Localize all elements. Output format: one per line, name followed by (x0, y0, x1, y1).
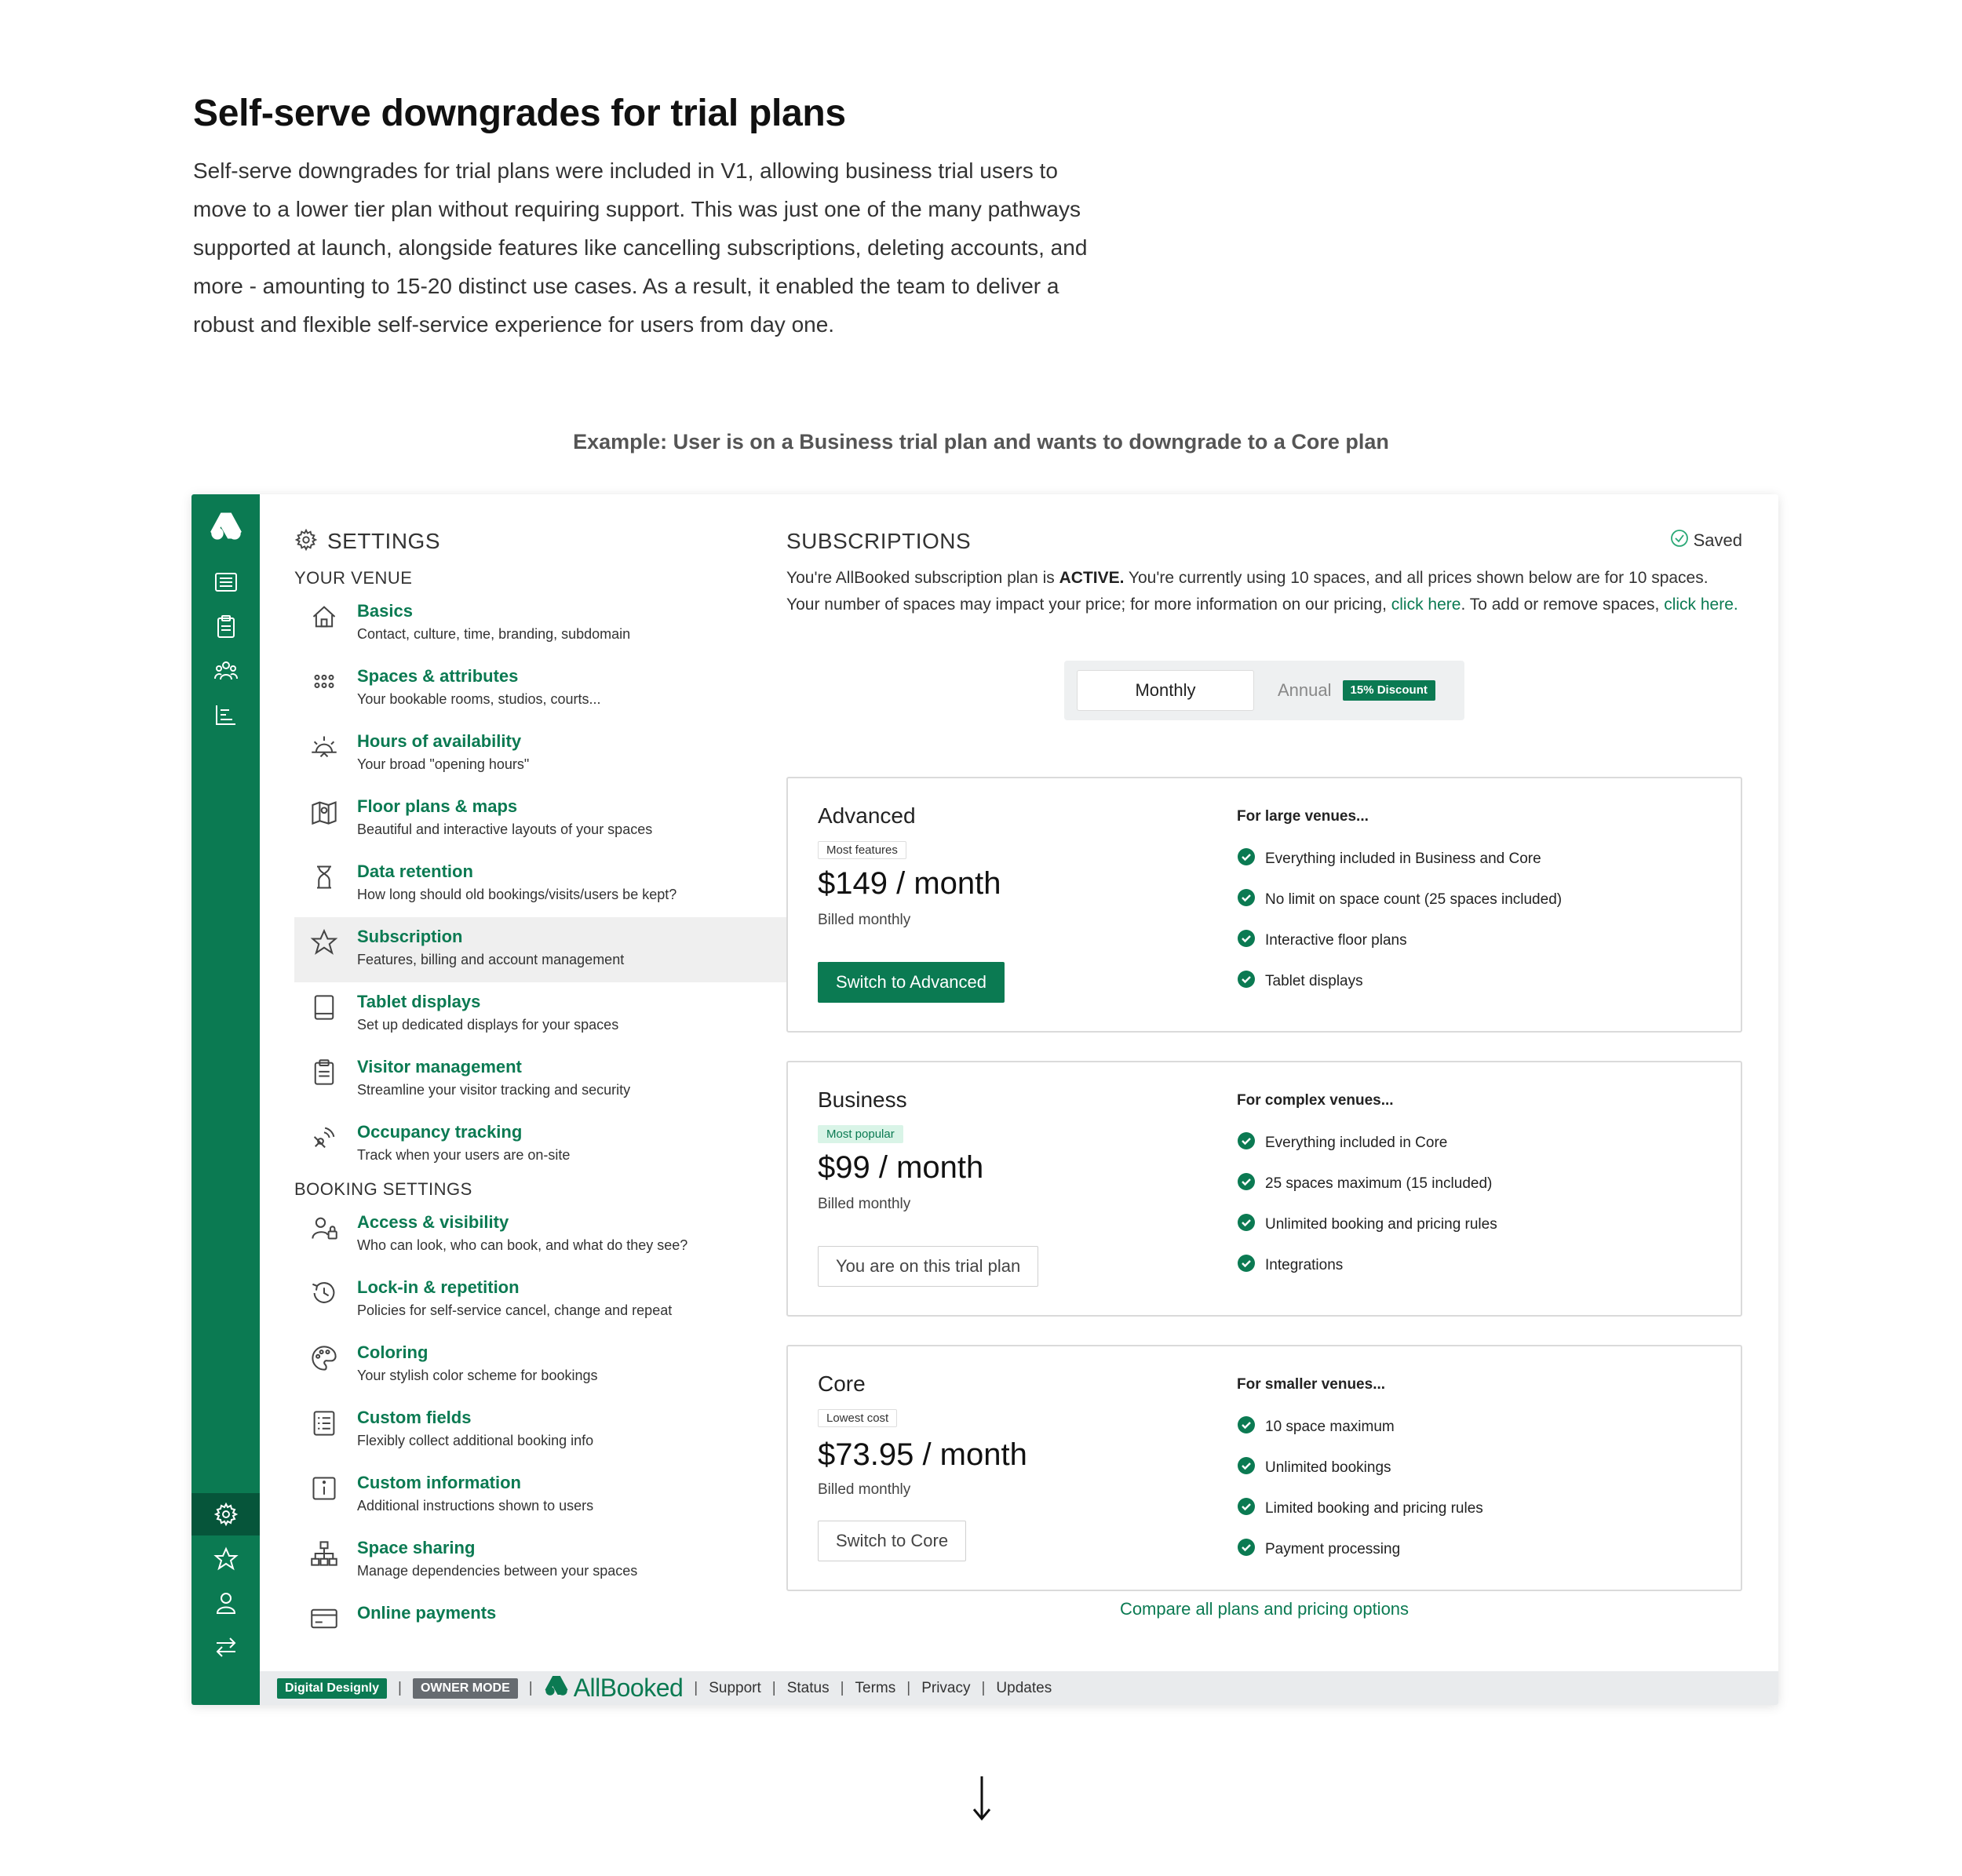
plan-feature (1237, 1131, 1447, 1155)
subscription-intro (786, 565, 1742, 618)
map-icon (310, 798, 338, 826)
history-icon (310, 1279, 338, 1307)
settings-item-online-payments[interactable] (294, 1594, 797, 1659)
settings-item-custom-information[interactable] (294, 1463, 797, 1528)
your-venue-label: YOUR VENUE (294, 568, 413, 588)
article-title: Self-serve downgrades for trial plans (193, 93, 846, 134)
check-circle-icon (1237, 1497, 1256, 1521)
settings-header (294, 526, 797, 557)
discount-badge: 15% Discount (1343, 680, 1435, 701)
plan-feature (1237, 1213, 1497, 1237)
plan-feature-text: Interactive floor plans (1265, 932, 1407, 949)
saved-status (1670, 529, 1742, 552)
settings-item-desc: Additional instructions shown to users (357, 1498, 594, 1514)
check-circle-icon (1237, 1213, 1256, 1237)
check-circle-icon (1237, 847, 1256, 871)
settings-item-coloring[interactable] (294, 1333, 797, 1398)
settings-item-title: Coloring (357, 1342, 429, 1362)
settings-item-data-retention[interactable] (294, 852, 797, 917)
settings-item-title: Occupancy tracking (357, 1122, 523, 1142)
footer-link-terms[interactable]: Terms (855, 1679, 896, 1696)
settings-item-space-sharing[interactable] (294, 1528, 797, 1594)
settings-item-desc: Your stylish color scheme for bookings (357, 1368, 598, 1383)
plan-feature-text: No limit on space count (25 spaces included) (1265, 891, 1563, 908)
settings-item-title: Online payments (357, 1603, 497, 1623)
plan-name: Business (818, 1087, 907, 1112)
settings-item-desc: Streamline your visitor tracking and security (357, 1082, 631, 1098)
settings-item-title: Visitor management (357, 1057, 522, 1076)
plan-name: Advanced (818, 803, 916, 828)
mode-badge[interactable]: OWNER MODE (413, 1678, 518, 1699)
brand-name: AllBooked (573, 1674, 684, 1702)
settings-item-subscription[interactable] (294, 917, 797, 982)
booking-settings-label: BOOKING SETTINGS (294, 1179, 472, 1199)
plan-billing: Billed monthly (818, 1196, 911, 1212)
plan-audience: For complex venues... (1237, 1092, 1394, 1109)
example-caption: Example: User is on a Business trial plan and wants to downgrade to a Core plan (573, 430, 1389, 454)
plan-feature (1237, 1172, 1492, 1196)
plan-feature-text: Limited booking and pricing rules (1265, 1500, 1483, 1517)
user-lock-icon (310, 1214, 338, 1242)
article-body: Self-serve downgrades for trial plans were included in V1, allowing business trial users to move to a lower tier plan without requiring support. This was just one of the many pathways supported at launch, alongside features like cancelling subscriptions, deleting accounts, and more - amounting to 15-20 distinct use cases. As a result, it enabled the team to deliver a robust and flexible self-service experience for users from day one. (193, 158, 1088, 337)
annual-option[interactable] (1278, 670, 1435, 711)
app-window (191, 494, 1778, 1705)
plan-audience: For smaller venues... (1237, 1376, 1386, 1393)
intro-text-2: You're currently using 10 spaces, and all prices shown below are for 10 spaces. Your number of spaces may impact your price; for more information on our pricing, (786, 569, 1709, 614)
plan-feature (1237, 1497, 1483, 1521)
annual-label: Annual (1278, 680, 1332, 700)
plan-feature (1237, 929, 1407, 953)
palette-icon (310, 1344, 338, 1372)
plan-feature (1237, 970, 1363, 993)
check-circle-icon (1237, 1456, 1256, 1480)
clipboard-icon (310, 1058, 338, 1087)
clipboard-icon[interactable] (191, 606, 260, 648)
plan-price: $149 / month (818, 866, 1001, 901)
settings-item-title: Spaces & attributes (357, 666, 519, 686)
footer-separator: | (528, 1679, 533, 1696)
check-circle-icon (1237, 1131, 1256, 1155)
gear-icon (294, 528, 318, 556)
booking-settings-list (294, 1203, 797, 1659)
footer-link-updates[interactable]: Updates (996, 1679, 1052, 1696)
sunrise-icon (310, 733, 338, 761)
settings-item-tablet-displays[interactable] (294, 982, 797, 1047)
plan-feature-text: Unlimited bookings (1265, 1459, 1391, 1476)
plan-feature (1237, 847, 1541, 871)
settings-item-desc: Features, billing and account management (357, 952, 625, 967)
gear-icon[interactable] (191, 1493, 260, 1535)
plan-cta-button[interactable]: You are on this trial plan (818, 1246, 1038, 1287)
settings-item-title: Tablet displays (357, 992, 481, 1011)
credit-card-icon (310, 1605, 338, 1633)
plan-card-core (786, 1345, 1742, 1591)
plan-card-business (786, 1061, 1742, 1317)
billing-period-toggle (1064, 661, 1464, 720)
subscriptions-title: SUBSCRIPTIONS (786, 529, 972, 553)
plan-tag: Lowest cost (818, 1409, 897, 1427)
settings-item-title: Custom fields (357, 1408, 472, 1427)
settings-item-title: Subscription (357, 927, 463, 946)
footer-separator: | (771, 1679, 776, 1696)
intro-text-1: You're AllBooked subscription plan is (786, 569, 1059, 587)
plan-feature (1237, 1254, 1343, 1277)
settings-item-desc: Flexibly collect additional booking info (357, 1433, 594, 1448)
plan-status: ACTIVE. (1059, 569, 1125, 587)
arrow-down-icon (970, 1775, 994, 1822)
settings-item-desc: Manage dependencies between your spaces (357, 1563, 638, 1579)
plan-feature (1237, 1415, 1395, 1439)
plan-feature-text: 10 space maximum (1265, 1419, 1395, 1435)
settings-item-title: Space sharing (357, 1538, 476, 1557)
plan-feature (1237, 1456, 1391, 1480)
users-icon[interactable] (191, 650, 260, 692)
check-circle-icon (1237, 970, 1256, 993)
settings-item-visitor-management[interactable] (294, 1047, 797, 1113)
footer-link-support[interactable]: Support (709, 1679, 761, 1696)
settings-item-access-visibility[interactable] (294, 1203, 797, 1268)
plan-billing: Billed monthly (818, 1481, 911, 1498)
plan-feature-text: 25 spaces maximum (15 included) (1265, 1175, 1493, 1192)
subscriptions-panel (786, 526, 1742, 1619)
footer-bar (260, 1671, 1778, 1705)
footer-link-status[interactable]: Status (786, 1679, 830, 1696)
settings-title: SETTINGS (327, 529, 441, 553)
plan-feature (1237, 888, 1562, 912)
check-circle-icon (1237, 1415, 1256, 1439)
plan-feature-text: Payment processing (1265, 1541, 1401, 1557)
plan-price: $73.95 / month (818, 1437, 1027, 1472)
check-circle-icon (1237, 1172, 1256, 1196)
settings-item-lock-in-repetition[interactable] (294, 1268, 797, 1333)
plan-feature-text: Everything included in Core (1265, 1135, 1448, 1151)
saved-label: Saved (1693, 530, 1742, 550)
star-icon[interactable] (191, 1538, 260, 1580)
plan-feature-text: Unlimited booking and pricing rules (1265, 1216, 1497, 1233)
user-icon[interactable] (191, 1582, 260, 1624)
star-icon (310, 928, 338, 956)
monthly-option[interactable]: Monthly (1077, 670, 1254, 711)
footer-separator: | (840, 1679, 844, 1696)
check-circle-icon (1237, 1254, 1256, 1277)
settings-item-title: Hours of availability (357, 731, 522, 751)
plan-billing: Billed monthly (818, 912, 911, 928)
plan-audience: For large venues... (1237, 808, 1369, 825)
check-circle-icon (1670, 529, 1689, 552)
swap-icon[interactable] (191, 1626, 260, 1668)
plan-feature (1237, 1538, 1400, 1561)
settings-item-desc: Set up dedicated displays for your spaces (357, 1017, 619, 1033)
list-icon[interactable] (191, 561, 260, 603)
footer-brand[interactable] (544, 1674, 684, 1703)
intro-text-3: . To add or remove spaces, (1461, 596, 1665, 614)
chart-icon[interactable] (191, 694, 260, 736)
settings-item-spaces-attributes[interactable] (294, 657, 797, 722)
article (193, 90, 1103, 344)
footer-link-privacy[interactable]: Privacy (921, 1679, 971, 1696)
pricing-info-link[interactable]: click here (1391, 596, 1461, 614)
settings-item-desc: Your bookable rooms, studios, courts... (357, 691, 601, 707)
settings-item-desc: Track when your users are on-site (357, 1147, 571, 1163)
settings-item-title: Basics (357, 601, 413, 621)
satellite-icon (310, 1124, 338, 1152)
plan-cta-button[interactable]: Switch to Core (818, 1521, 966, 1561)
settings-item-title: Data retention (357, 862, 473, 881)
plan-feature-text: Everything included in Business and Core (1265, 851, 1541, 867)
footer-separator: | (398, 1679, 402, 1696)
venue-settings-list (294, 592, 797, 1178)
plan-name: Core (818, 1371, 866, 1396)
plan-cta-button[interactable]: Switch to Advanced (818, 962, 1005, 1003)
check-circle-icon (1237, 1538, 1256, 1561)
allbooked-logo-icon[interactable] (191, 502, 260, 549)
settings-item-hours-of-availability[interactable] (294, 722, 797, 787)
settings-item-desc: Who can look, who can book, and what do they see? (357, 1237, 688, 1253)
plan-feature-text: Integrations (1265, 1257, 1344, 1273)
compare-plans-link[interactable]: Compare all plans and pricing options (1119, 1599, 1410, 1619)
tablet-icon (310, 993, 338, 1022)
footer-separator: | (694, 1679, 698, 1696)
plan-tag: Most popular (818, 1125, 903, 1143)
settings-item-basics[interactable] (294, 592, 797, 657)
settings-item-title: Lock-in & repetition (357, 1277, 520, 1297)
check-circle-icon (1237, 929, 1256, 953)
manage-spaces-link[interactable]: click here. (1664, 596, 1738, 614)
settings-item-desc: Beautiful and interactive layouts of your spaces (357, 821, 653, 837)
home-icon (310, 603, 338, 631)
form-icon (310, 1409, 338, 1437)
settings-item-title: Access & visibility (357, 1212, 509, 1232)
check-circle-icon (1237, 888, 1256, 912)
settings-item-floor-plans-maps[interactable] (294, 787, 797, 852)
settings-item-occupancy-tracking[interactable] (294, 1113, 797, 1178)
info-icon (310, 1474, 338, 1503)
org-badge[interactable]: Digital Designly (277, 1678, 387, 1699)
allbooked-logo-icon (544, 1674, 569, 1703)
hierarchy-icon (310, 1539, 338, 1568)
settings-item-title: Floor plans & maps (357, 796, 518, 816)
hourglass-icon (310, 863, 338, 891)
settings-item-desc: Contact, culture, time, branding, subdomain (357, 626, 631, 642)
footer-separator: | (906, 1679, 911, 1696)
footer-links (691, 1680, 1052, 1697)
plan-price: $99 / month (818, 1150, 984, 1185)
nav-rail (191, 494, 260, 1705)
settings-item-desc: Policies for self-service cancel, change and repeat (357, 1302, 673, 1318)
footer-separator: | (981, 1679, 986, 1696)
settings-item-title: Custom information (357, 1473, 521, 1492)
settings-item-custom-fields[interactable] (294, 1398, 797, 1463)
plan-card-advanced (786, 777, 1742, 1033)
settings-item-desc: How long should old bookings/visits/users be kept? (357, 887, 677, 902)
plan-tag: Most features (818, 841, 906, 859)
grid-icon (310, 668, 338, 696)
plan-feature-text: Tablet displays (1265, 973, 1363, 989)
settings-item-desc: Your broad "opening hours" (357, 756, 530, 772)
settings-menu (294, 526, 797, 1659)
